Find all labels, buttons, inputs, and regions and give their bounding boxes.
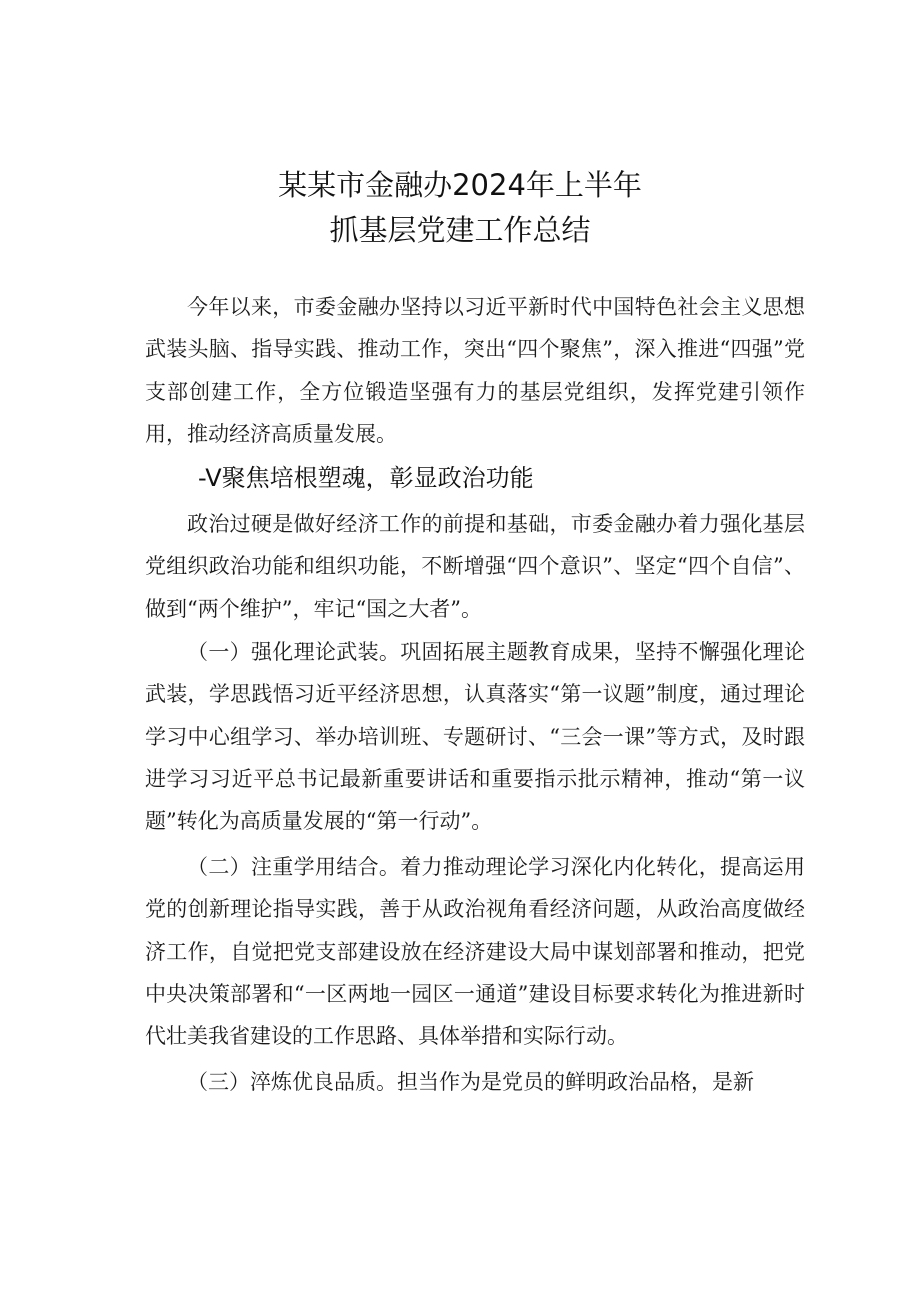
subsection-3-paragraph: （三）淬炼优良品质。担当作为是党员的鲜明政治品格，是新 bbox=[187, 1070, 754, 1094]
document-title-line1: 某某市金融办2024年上半年 bbox=[278, 168, 642, 202]
section-heading-1: -V聚焦培根塑魂，彰显政治功能 bbox=[198, 464, 534, 492]
document-title-line2: 抓基层党建工作总结 bbox=[329, 213, 591, 247]
subsection-1-paragraph: （一）强化理论武装。巩固拓展主题教育成果，坚持不懈强化理论武装，学思践悟习近平经济思想，认真落实“第一议题”制度，通过理论学习中心组学习、举办培训班、专题研讨、“三会一课”等方式，及时跟进学习习近平总书记最新重要讲话和重要指示批示精神，推动“第一议题”转化为高质量发展的“第一行动”。 bbox=[145, 640, 805, 834]
intro-paragraph: 今年以来，市委金融办坚持以习近平新时代中国特色社会主义思想武装头脑、指导实践、推动工作，突出“四个聚焦”，深入推进“四强”党支部创建工作，全方位锻造坚强有力的基层党组织，发挥党建引领作用，推动经济高质量发展。 bbox=[145, 295, 805, 446]
subsection-2-paragraph: （二）注重学用结合。着力推动理论学习深化内化转化，提高运用党的创新理论指导实践，善于从政治视角看经济问题，从政治高度做经济工作，自觉把党支部建设放在经济建设大局中谋划部署和推动，把党中央决策部署和“一区两地一园区一通道”建设目标要求转化为推进新时代壮美我省建设的工作思路、具体举措和实际行动。 bbox=[145, 855, 805, 1049]
political-paragraph: 政治过硬是做好经济工作的前提和基础，市委金融办着力强化基层党组织政治功能和组织功能，不断增强“四个意识”、坚定“四个自信”、做到“两个维护”，牢记“国之大者”。 bbox=[145, 512, 805, 621]
